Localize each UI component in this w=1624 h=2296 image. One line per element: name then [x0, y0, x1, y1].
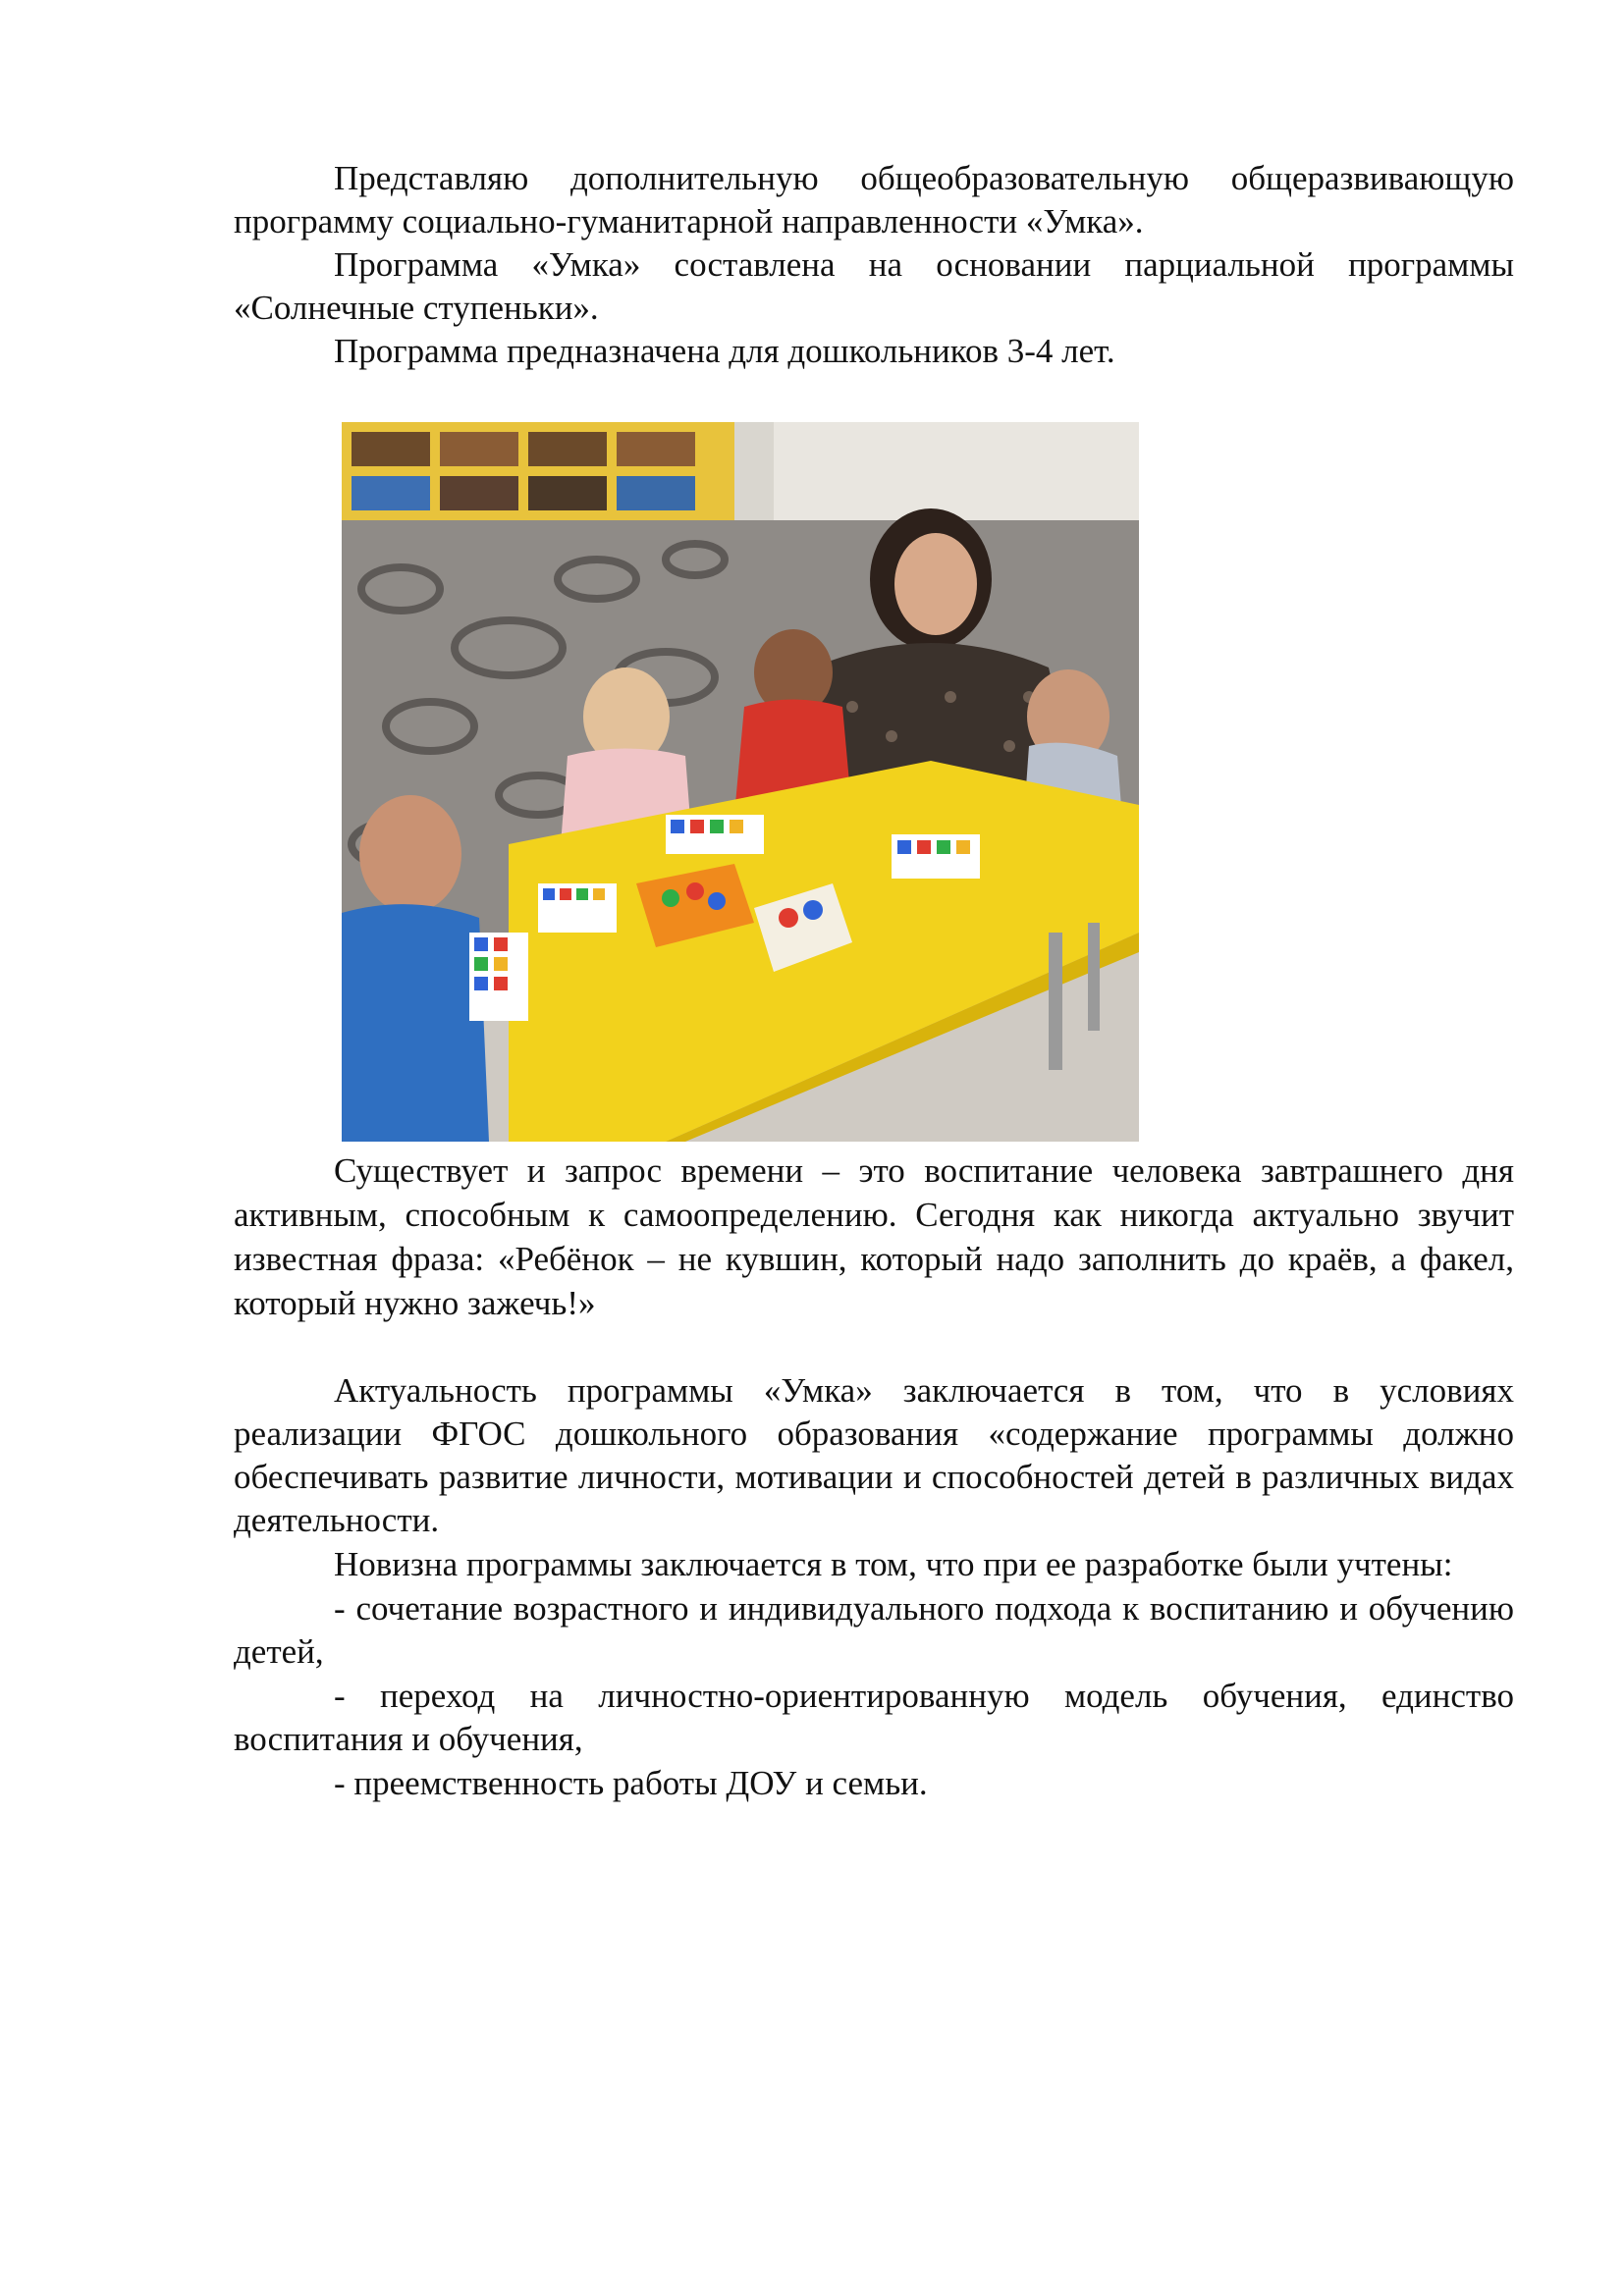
paragraph-main-1: Существует и запрос времени – это воспитание человека завтрашнего дня активным, способным к самоопределению. Сегодня как никогда актуально звучит известная фраза: «Ребёнок – не кувшин, который надо заполнить до краёв, а факел, который нужно зажечь!»: [234, 1151, 1514, 1322]
main-paragraph: [234, 1148, 1514, 1325]
intro-paragraphs: [234, 157, 1514, 373]
program-paragraphs: [234, 1369, 1514, 1806]
paragraph-intro-3: Программа предназначена для дошкольников 3-4 лет.: [334, 332, 1115, 370]
paragraph-main-3: Новизна программы заключается в том, что при ее разработке были учтены:: [334, 1545, 1453, 1583]
classroom-photo: [342, 422, 1139, 1142]
paragraph-intro-1: Представляю дополнительную общеобразовательную общеразвивающую программу социально-гуманитарной направленности «Умка».: [234, 159, 1514, 240]
paragraph-main-5: - переход на личностно-ориентированную модель обучения, единство воспитания и обучения,: [234, 1677, 1514, 1758]
photo-illustration-icon: [342, 422, 1139, 1142]
paragraph-intro-2: Программа «Умка» составлена на основании парциальной программы «Солнечные ступеньки».: [234, 245, 1514, 327]
paragraph-main-4: - сочетание возрастного и индивидуального подхода к воспитанию и обучению детей,: [234, 1589, 1514, 1671]
paragraph-main-6: - преемственность работы ДОУ и семьи.: [334, 1764, 928, 1802]
paragraph-main-2: Актуальность программы «Умка» заключается в том, что в условиях реализации ФГОС дошкольного образования «содержание программы должно обеспечивать развитие личности, мотивации и способностей детей в различных видах деятельности.: [234, 1371, 1514, 1539]
